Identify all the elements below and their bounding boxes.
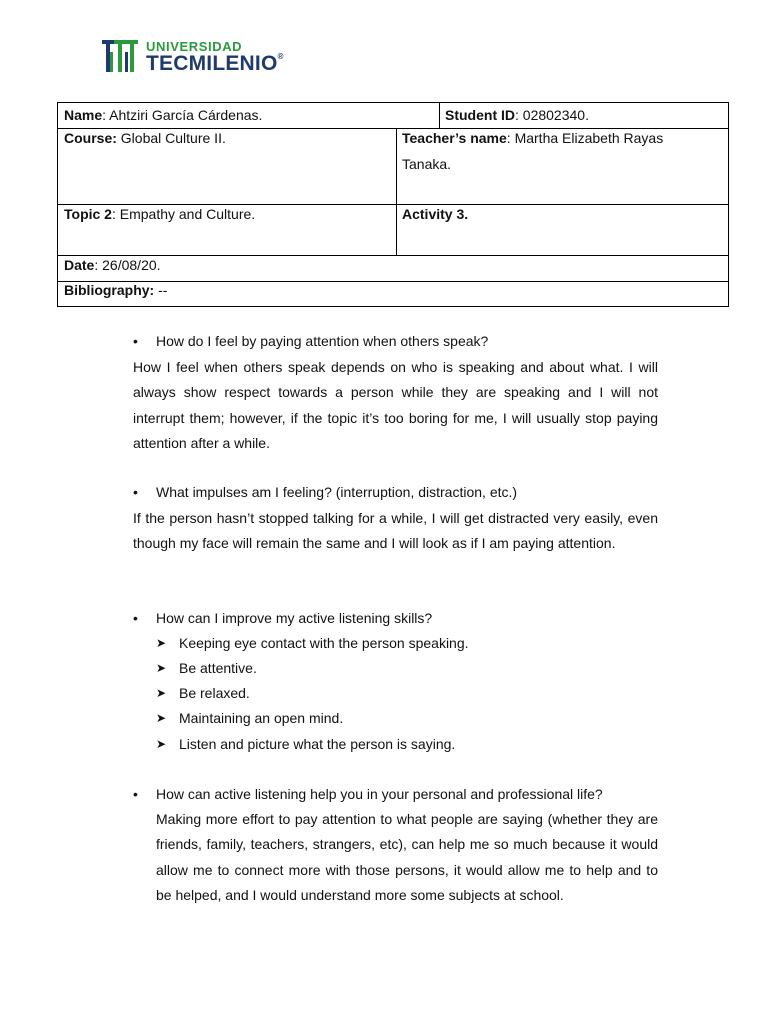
university-logo	[100, 36, 300, 80]
student-id-field: Student ID: 02802340.	[445, 107, 589, 123]
logo-mark-icon	[100, 38, 142, 76]
answer-4: Making more effort to pay attention to what people are saying (whether they are friends, family, teachers, strangers, etc), can help me so much because it would allow me to connect more with those persons, it would allow me to help and to be helped, and I would understand more some subjects at school.	[156, 811, 658, 903]
teacher-name-field: Teacher’s name: Martha Elizabeth Rayas Tanaka.	[402, 130, 664, 172]
arrow-bullet-icon: ➤	[156, 686, 167, 700]
answer-2: If the person hasn’t stopped talking for a while, I will get distracted very easily, even though my face will remain the same and I will look as if I am paying attention.	[133, 510, 658, 552]
bibliography-field: Bibliography: --	[64, 282, 168, 298]
activity-field: Activity 3.	[402, 206, 469, 222]
topic-field: Topic 2: Empathy and Culture.	[64, 206, 256, 222]
answer-1: How I feel when others speak depends on who is speaking and about what. I will always show respect towards a person while they are speaking and I will not interrupt them; however, if the topic it’s too boring for me, I will usually stop paying attention after a while.	[133, 359, 658, 451]
arrow-bullet-icon: ➤	[156, 661, 167, 675]
course-field: Course: Global Culture II.	[64, 130, 226, 146]
arrow-bullet-icon: ➤	[156, 711, 167, 725]
student-info-table	[57, 102, 729, 307]
logo-text-universidad: UNIVERSIDAD	[146, 39, 243, 54]
name-field: Name: Ahtziri García Cárdenas.	[64, 107, 263, 123]
arrow-bullet-icon: ➤	[156, 737, 167, 751]
arrow-bullet-icon: ➤	[156, 636, 167, 650]
date-field: Date: 26/08/20.	[64, 257, 161, 273]
logo-text-tecmilenio: TECMILENIO®	[146, 52, 284, 75]
